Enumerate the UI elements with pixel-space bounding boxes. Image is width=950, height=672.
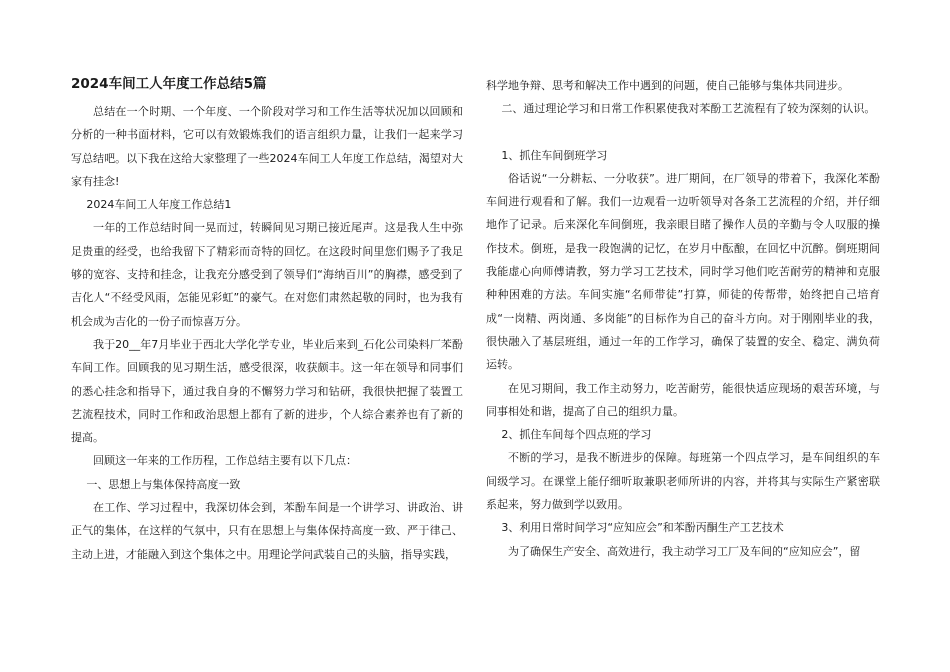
paragraph-6: 在见习期间，我工作主动努力，吃苦耐劳，能很快适应现场的艰苦环境，与同事相处和谐，提高了自己的组织力量。 (486, 381, 880, 418)
paragraph-2: 我于20__年7月毕业于西北大学化学专业，毕业后来到_石化公司染料厂苯酚车间工作。回顾我的见习期生活，感受很深，收获颇丰。这一年在领导和同事们的悉心挂念和指导下，通过我自身的不懈努力学习和钻研，我很快把握了装置工艺流程技术，同时工作和政治思想上都有了新的进步，个人综合素养也有了新的提高。 (71, 337, 463, 445)
paragraph-7: 不断的学习，是我不断进步的保障。每班第一个四点学习，是车间组织的车间级学习。在课堂上能仔细听取兼职老师所讲的内容，并将其与实际生产紧密联系起来，努力做到学以致用。 (486, 451, 880, 512)
heading-3: 1、抓住车间倒班学习 (501, 148, 608, 162)
heading-1: 一、思想上与集体保持高度一致 (86, 477, 241, 491)
heading-5: 3、利用日常时间学习“应知应会”和苯酚丙酮生产工艺技术 (501, 521, 784, 535)
heading-4: 2、抓住车间每个四点班的学习 (501, 428, 652, 442)
left-column (71, 74, 463, 566)
intro-paragraph: 总结在一个时期、一个年度、一个阶段对学习和工作生活等状况加以回顾和分析的一种书面材料，它可以有效锻炼我们的语言组织力量，让我们一起来学习写总结吧。以下我在这给大家整理了一些2024车间工人年度工作总结，渴望对大家有挂念! (71, 105, 463, 188)
right-column (486, 74, 880, 563)
paragraph-3: 回顾这一年来的工作历程，工作总结主要有以下几点： (93, 454, 357, 468)
paragraph-continued: 科学地争辩、思考和解决工作中遇到的问题，使自己能够与集体共同进步。 (486, 79, 849, 92)
document-title: 2024车间工人年度工作总结5篇 (71, 76, 267, 92)
paragraph-8: 为了确保生产安全、高效进行，我主动学习工厂及车间的“应知应会”，留 (508, 544, 861, 558)
paragraph-1: 一年的工作总结时间一晃而过，转瞬间见习期已接近尾声。这是我人生中弥足贵重的经受，也给我留下了精彩而奇特的回忆。在这段时间里您们赐予了我足够的宽容、支持和挂念，让我充分感受到了领导们“海纳百川”的胸襟，感受到了吉化人“不经受风雨，怎能见彩虹”的豪气。在对您们肃然起敬的同时，也为我有机会成为吉化的一份子而惊喜万分。 (71, 221, 463, 328)
paragraph-5: 俗话说“一分耕耘、一分收获”。进厂期间，在厂领导的带着下，我深化苯酚车间进行观看和了解。我们一边观看一边听领导对各条工艺流程的介绍，并仔细地作了记录。后来深化车间倒班，我亲眼目睹了操作人员的辛勤与令人叹服的操作技术。倒班，是我一段饱满的记忆，在岁月中酝酿，在回忆中沉醉。倒班期间我能虚心向师傅请教，努力学习工艺技术，同时学习他们吃苦耐劳的精神和克服种种困难的方法。车间实施“名师带徒”打算，师徒的传帮带，始终把自己培育成“一岗精、两岗通、多岗能”的目标作为自己的奋斗方向。对于刚刚毕业的我，很快融入了基层班组，通过一年的工作学习，确保了装置的安全、稳定、满负荷运转。 (486, 171, 880, 372)
spacer (486, 121, 880, 144)
section-subtitle: 2024车间工人年度工作总结1 (86, 198, 232, 212)
heading-2: 二、通过理论学习和日常工作积累使我对苯酚工艺流程有了较为深刻的认识。 (501, 102, 876, 116)
paragraph-4: 在工作、学习过程中，我深切体会到，苯酚车间是一个讲学习、讲政治、讲正气的集体，在这样的气氛中，只有在思想上与集体保持高度一致、严于律己、主动上进，才能融入到这个集体之中。用理论学问武装自己的头脑，指导实践， (71, 501, 463, 561)
